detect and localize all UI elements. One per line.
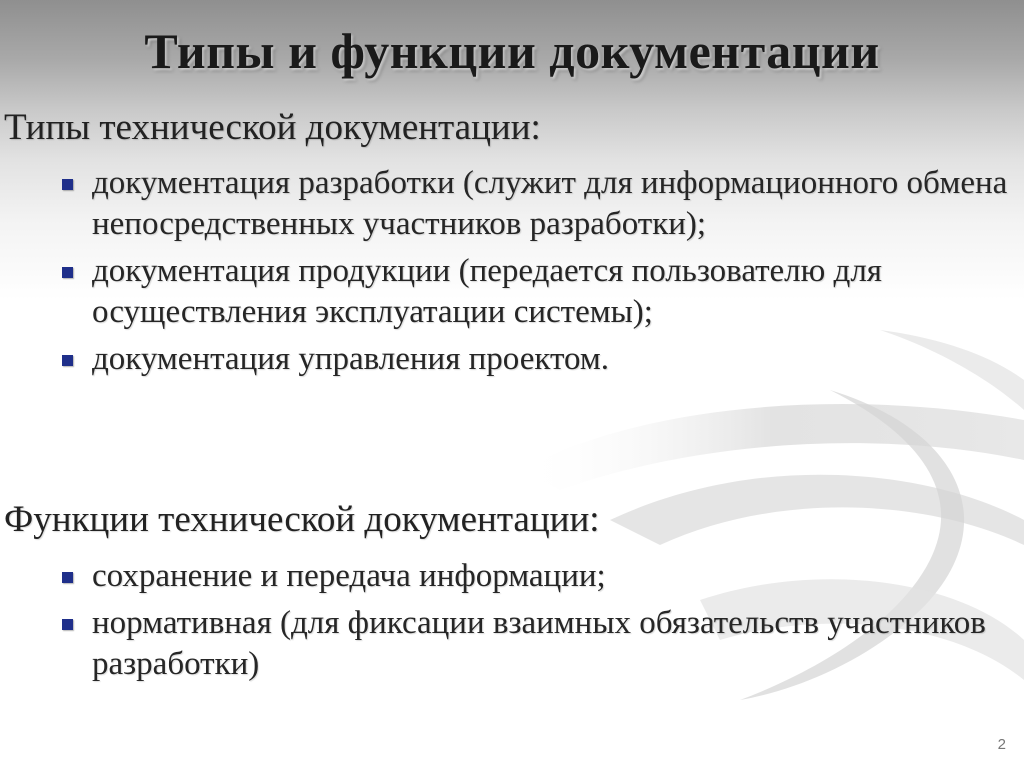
bullet-text: сохранение и передача информации;: [92, 558, 606, 594]
section-heading-types: Типы технической документации:: [4, 107, 541, 148]
list-item: [60, 251, 1010, 333]
square-bullet-icon: [62, 267, 73, 278]
square-bullet-icon: [62, 179, 73, 190]
list-item: [60, 339, 1010, 380]
list-item: [60, 556, 1010, 597]
list-item: [60, 603, 1010, 685]
bullet-text: документация продукции (передается пользователю для осуществления эксплуатации системы);: [92, 253, 882, 330]
bullet-list-types: [60, 163, 1010, 386]
bullet-text: нормативная (для фиксации взаимных обязательств участников разработки): [92, 605, 986, 682]
square-bullet-icon: [62, 572, 73, 583]
square-bullet-icon: [62, 355, 73, 366]
bullet-list-functions: [60, 556, 1010, 691]
bullet-text: документация разработки (служит для информационного обмена непосредственных участников разработки);: [92, 165, 1008, 242]
bullet-text: документация управления проектом.: [92, 341, 609, 377]
slide-title: Типы и функции документации: [144, 23, 880, 79]
square-bullet-icon: [62, 619, 73, 630]
section-heading-functions: Функции технической документации:: [4, 499, 600, 540]
list-item: [60, 163, 1010, 245]
page-number: 2: [997, 736, 1006, 753]
